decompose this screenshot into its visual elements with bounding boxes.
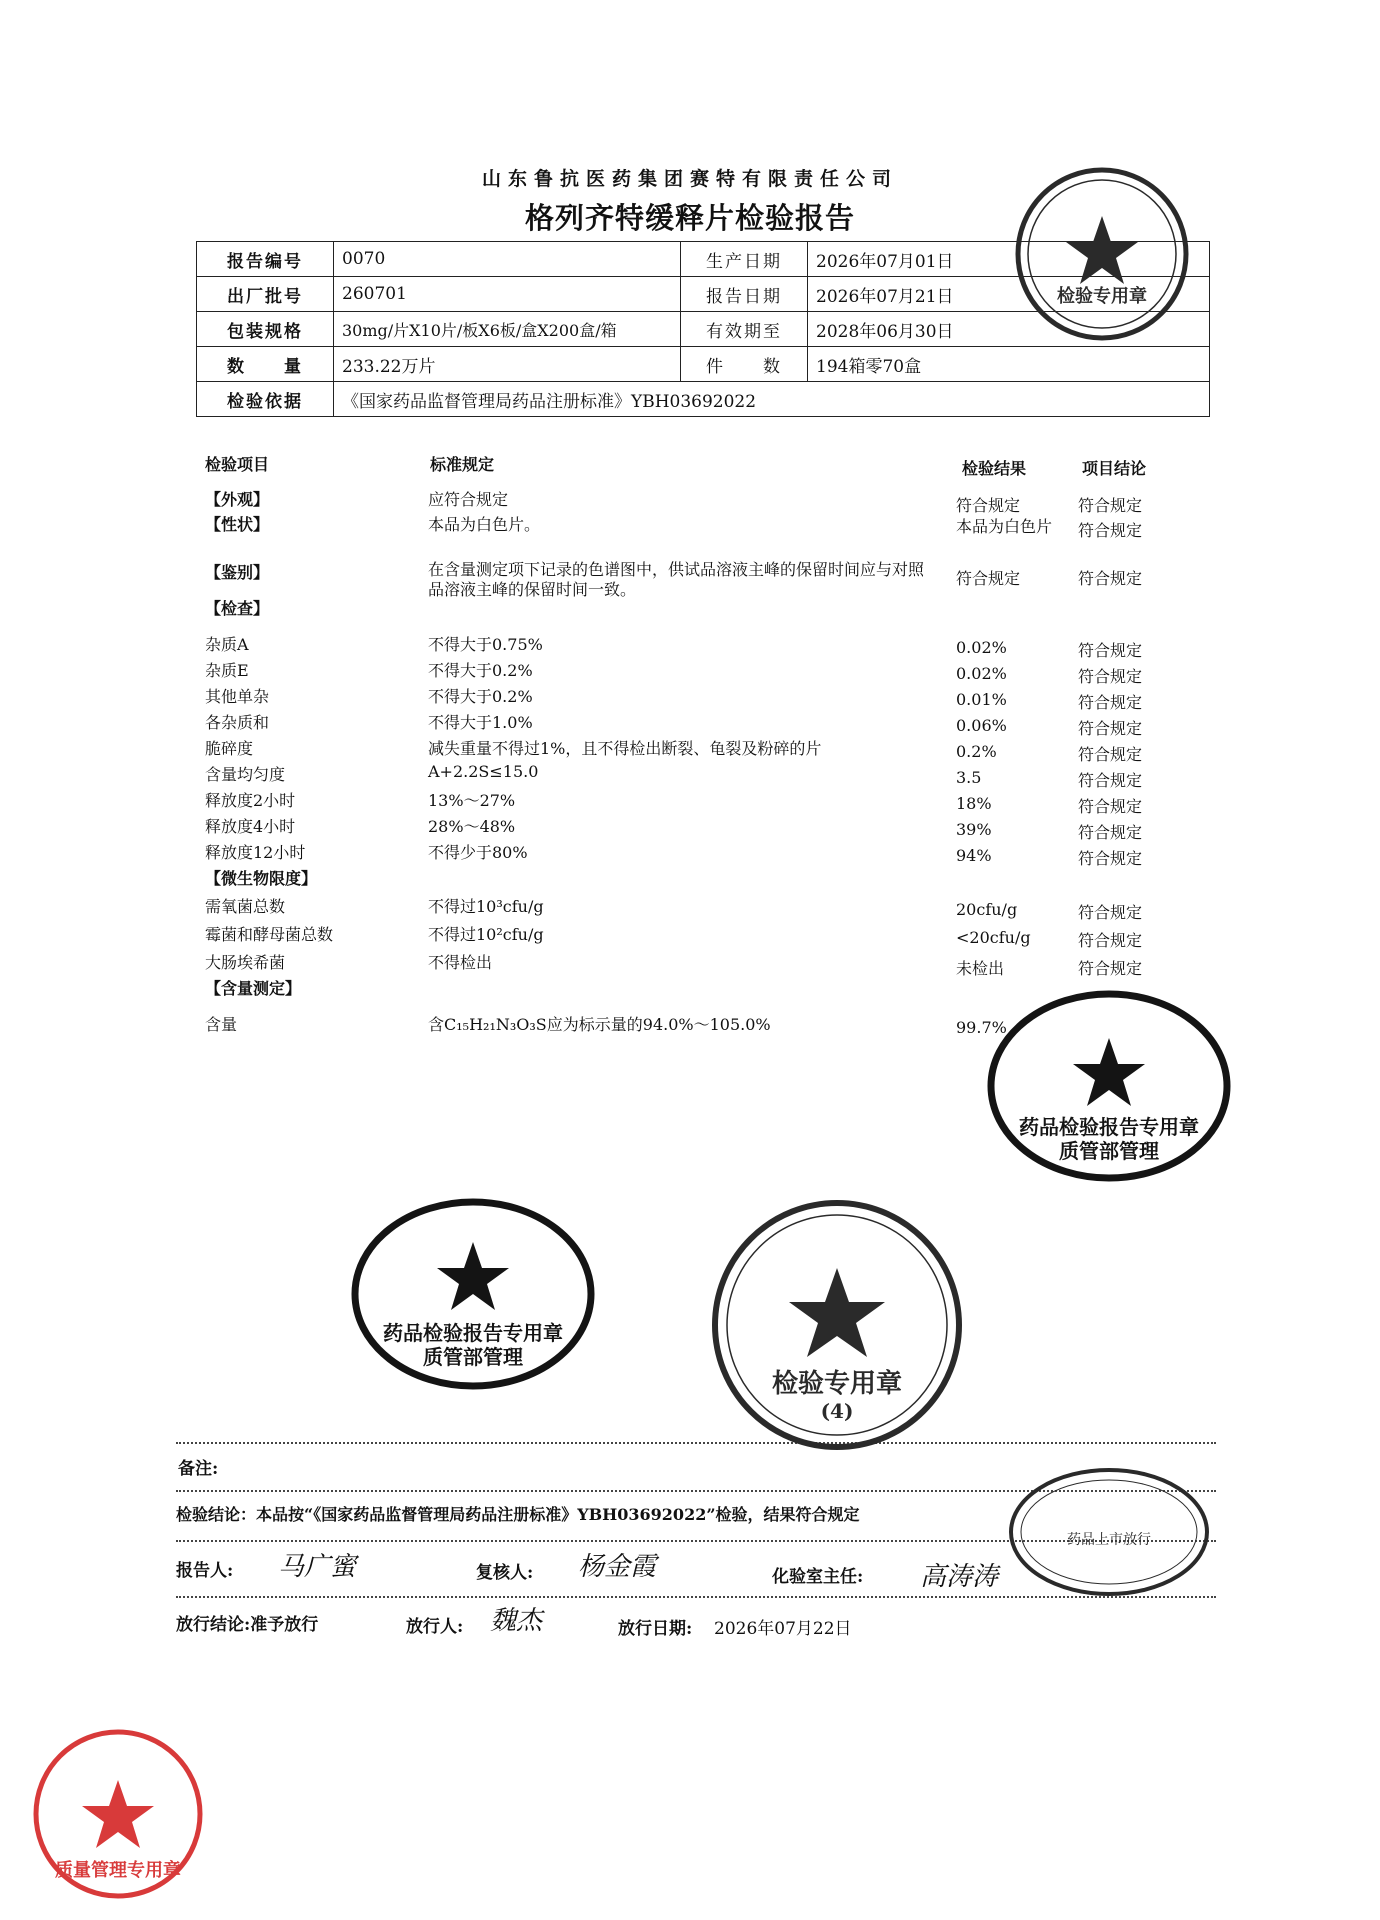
expiry: 2028年06月30日 bbox=[808, 312, 1210, 347]
basis: 《国家药品监督管理局药品注册标准》YBH03692022 bbox=[334, 382, 1210, 417]
seal-sub-text: 检验专用章 bbox=[771, 1369, 903, 1399]
row-result: 0.2% bbox=[956, 742, 997, 761]
row-conclusion: 符合规定 bbox=[1078, 569, 1143, 588]
row-result: 94% bbox=[956, 846, 992, 865]
report-no: 0070 bbox=[334, 242, 681, 277]
conclusion-text: 检验结论：本品按“《国家药品监督管理局药品注册标准》YBH03692022”检验，结果符合规定 bbox=[176, 1505, 860, 1524]
row-item: 释放度4小时 bbox=[205, 817, 296, 836]
row-standard: A+2.2S≤15.0 bbox=[428, 762, 539, 781]
reporter-signature: 马广蜜 bbox=[278, 1552, 357, 1582]
row-result: 未检出 bbox=[956, 959, 1005, 978]
row-conclusion: 符合规定 bbox=[1078, 931, 1143, 950]
col-conclusion-header: 项目结论 bbox=[1082, 459, 1147, 478]
row-conclusion: 符合规定 bbox=[1078, 903, 1143, 922]
row-standard: 不得少于80% bbox=[428, 843, 528, 862]
release-conclusion: 放行结论:准予放行 bbox=[176, 1615, 319, 1635]
row-result: <20cfu/g bbox=[956, 928, 1031, 947]
row-item: 【检查】 bbox=[205, 599, 270, 618]
row-result: 本品为白色片 bbox=[956, 517, 1053, 536]
row-item: 含量 bbox=[205, 1015, 238, 1034]
row-standard: 不得大于0.75% bbox=[428, 635, 543, 654]
col-result-header: 检验结果 bbox=[962, 459, 1027, 478]
row-result: 0.02% bbox=[956, 638, 1007, 657]
row-conclusion: 符合规定 bbox=[1078, 496, 1143, 515]
row-conclusion: 符合规定 bbox=[1078, 693, 1143, 712]
pack: 30mg/片X10片/板X6板/盒X200盒/箱 bbox=[334, 312, 681, 347]
inspection-seal-top-right bbox=[1012, 164, 1192, 344]
row-result: 0.01% bbox=[956, 690, 1007, 709]
inspection-seal-center bbox=[708, 1196, 966, 1454]
row-item: 【鉴别】 bbox=[205, 563, 270, 582]
divider bbox=[176, 1442, 1216, 1444]
pieces: 194箱零70盒 bbox=[808, 347, 1210, 382]
row-standard: 13%～27% bbox=[428, 791, 516, 810]
row-standard: 不得过10²cfu/g bbox=[428, 925, 544, 944]
row-result: 0.02% bbox=[956, 664, 1007, 683]
col-standard-header: 标准规定 bbox=[430, 455, 495, 474]
row-conclusion: 符合规定 bbox=[1078, 521, 1143, 540]
row-result: 0.06% bbox=[956, 716, 1007, 735]
row-standard: 不得大于1.0% bbox=[428, 713, 533, 732]
row-conclusion: 符合规定 bbox=[1078, 849, 1143, 868]
row-item: 释放度2小时 bbox=[205, 791, 296, 810]
row-result: 符合规定 bbox=[956, 496, 1021, 515]
row-item: 【含量测定】 bbox=[205, 979, 302, 998]
seal-sub-text: 检验专用章 bbox=[1057, 286, 1147, 307]
row-item: 【微生物限度】 bbox=[205, 869, 318, 888]
seal-sub-text: 药品检验报告专用章 bbox=[1019, 1115, 1199, 1139]
qty: 233.22万片 bbox=[334, 347, 681, 382]
batch: 260701 bbox=[334, 277, 681, 312]
report-date: 2026年07月21日 bbox=[808, 277, 1210, 312]
prod-date-label: 生产日期 bbox=[681, 242, 808, 277]
report-title: 格列齐特缓释片检验报告 bbox=[524, 201, 855, 235]
seal-sub-text: 质管部管理 bbox=[1059, 1139, 1159, 1163]
row-result: 20cfu/g bbox=[956, 900, 1018, 919]
row-standard: 不得大于0.2% bbox=[428, 687, 533, 706]
report-date-label: 报告日期 bbox=[681, 277, 808, 312]
remark-label: 备注: bbox=[178, 1459, 219, 1479]
red-quality-seal bbox=[30, 1726, 206, 1902]
row-item: 杂质E bbox=[205, 661, 249, 680]
row-standard: 28%～48% bbox=[428, 817, 516, 836]
seal-number: (4) bbox=[820, 1399, 854, 1423]
reviewer-signature: 杨金霞 bbox=[578, 1552, 657, 1582]
row-conclusion: 符合规定 bbox=[1078, 797, 1143, 816]
row-conclusion: 符合规定 bbox=[1078, 823, 1143, 842]
reviewer-label: 复核人: bbox=[476, 1563, 534, 1583]
releaser-signature: 魏杰 bbox=[490, 1606, 543, 1636]
row-standard: 不得检出 bbox=[428, 953, 493, 972]
row-item: 大肠埃希菌 bbox=[205, 953, 286, 972]
row-standard: 含C₁₅H₂₁N₃O₃S应为标示量的94.0%～105.0% bbox=[428, 1015, 771, 1034]
lab-head-label: 化验室主任: bbox=[772, 1567, 864, 1587]
row-standard: 本品为白色片。 bbox=[428, 515, 541, 534]
company-name: 山东鲁抗医药集团赛特有限责任公司 bbox=[481, 168, 898, 190]
basis-label: 检验依据 bbox=[197, 382, 334, 417]
jiangsu-seal-right bbox=[984, 986, 1234, 1186]
row-item: 【外观】 bbox=[205, 490, 270, 509]
row-result: 99.7% bbox=[956, 1018, 1007, 1037]
row-standard: 不得过10³cfu/g bbox=[428, 897, 544, 916]
row-item: 各杂质和 bbox=[205, 713, 270, 732]
lab-head-signature: 高涛涛 bbox=[920, 1562, 999, 1592]
pack-label: 包装规格 bbox=[197, 312, 334, 347]
seal-sub-text: 质管部管理 bbox=[423, 1345, 523, 1369]
row-standard: 在含量测定项下记录的色谱图中，供试品溶液主峰的保留时间应与对照品溶液主峰的保留时间一致。 bbox=[428, 560, 925, 599]
seal-sub-text: 质量管理专用章 bbox=[55, 1860, 181, 1881]
row-conclusion: 符合规定 bbox=[1078, 745, 1143, 764]
row-item: 【性状】 bbox=[205, 515, 270, 534]
release-date-label: 放行日期: bbox=[618, 1619, 693, 1639]
row-standard: 应符合规定 bbox=[428, 490, 509, 509]
row-conclusion: 符合规定 bbox=[1078, 641, 1143, 660]
row-result: 符合规定 bbox=[956, 569, 1021, 588]
row-conclusion: 符合规定 bbox=[1078, 719, 1143, 738]
row-item: 其他单杂 bbox=[205, 687, 270, 706]
row-conclusion: 符合规定 bbox=[1078, 959, 1143, 978]
row-conclusion: 符合规定 bbox=[1078, 667, 1143, 686]
row-result: 39% bbox=[956, 820, 992, 839]
expiry-label: 有效期至 bbox=[681, 312, 808, 347]
batch-label: 出厂批号 bbox=[197, 277, 334, 312]
jiangsu-seal-left bbox=[348, 1194, 598, 1394]
row-item: 含量均匀度 bbox=[205, 765, 286, 784]
row-conclusion: 符合规定 bbox=[1078, 771, 1143, 790]
qty-label: 数 量 bbox=[197, 347, 334, 382]
row-item: 释放度12小时 bbox=[205, 843, 306, 862]
releaser-label: 放行人: bbox=[406, 1617, 464, 1637]
row-standard: 减失重量不得过1%，且不得检出断裂、龟裂及粉碎的片 bbox=[428, 739, 822, 758]
reporter-label: 报告人: bbox=[176, 1561, 234, 1581]
row-item: 脆碎度 bbox=[205, 739, 254, 758]
prod-date: 2026年07月01日 bbox=[808, 242, 1210, 277]
row-result: 18% bbox=[956, 794, 992, 813]
pieces-label: 件 数 bbox=[681, 347, 808, 382]
seal-sub-text: 药品检验报告专用章 bbox=[383, 1321, 563, 1345]
release-date: 2026年07月22日 bbox=[714, 1619, 852, 1639]
report-no-label: 报告编号 bbox=[197, 242, 334, 277]
row-item: 需氧菌总数 bbox=[205, 897, 286, 916]
seal-sub-text: 药品上市放行 bbox=[1067, 1532, 1151, 1548]
row-item: 霉菌和酵母菌总数 bbox=[205, 925, 334, 944]
row-standard: 不得大于0.2% bbox=[428, 661, 533, 680]
row-item: 杂质A bbox=[205, 635, 249, 654]
col-item-header: 检验项目 bbox=[205, 455, 270, 474]
row-result: 3.5 bbox=[956, 768, 982, 787]
release-seal bbox=[1004, 1462, 1214, 1602]
